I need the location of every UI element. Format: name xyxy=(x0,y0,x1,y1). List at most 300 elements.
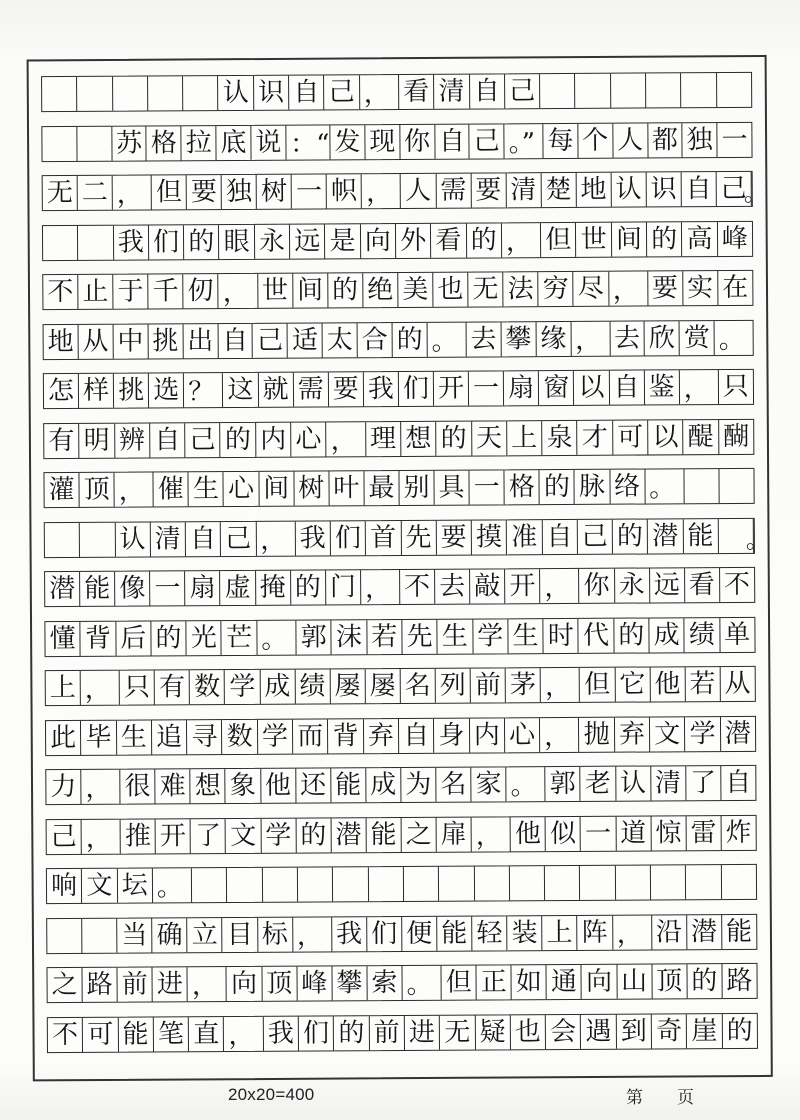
empty-grid-cell xyxy=(580,866,616,900)
grid-cell: 奇 xyxy=(652,1014,688,1048)
grid-cell: 认 xyxy=(611,172,646,206)
grid-cell: 绩 xyxy=(295,669,330,703)
grid-cell: 世 xyxy=(258,274,293,308)
grid-cell: 郭 xyxy=(546,767,581,801)
grid-cell: 人 xyxy=(401,174,436,208)
grid-cell: 己 xyxy=(253,323,288,357)
grid-cell: 不 xyxy=(48,1017,84,1051)
grid-cell: 千 xyxy=(149,274,184,308)
grid-cell: 具 xyxy=(434,471,469,505)
empty-grid-cell xyxy=(540,74,576,108)
empty-grid-cell xyxy=(719,469,753,503)
grid-cell: 从 xyxy=(724,668,751,700)
grid-cell: 疑 xyxy=(475,1015,511,1049)
grid-cell: 追 xyxy=(152,720,188,754)
grid-cell: 学 xyxy=(685,717,721,751)
grid-cell: 人 xyxy=(613,123,648,157)
grid-cell: 峰 xyxy=(297,966,332,1000)
grid-cell: 山 xyxy=(617,964,652,998)
grid-cell: 懂 xyxy=(45,621,81,655)
grid-cell: 不 xyxy=(400,570,435,604)
grid-cell: 上 xyxy=(542,915,577,949)
grid-cell: 己 xyxy=(221,521,256,555)
grid-cell: 自 xyxy=(289,75,325,109)
grid-row xyxy=(42,220,753,260)
grid-cell: 成 xyxy=(366,768,401,802)
grid-cell: 己 xyxy=(717,172,752,206)
empty-grid-cell xyxy=(369,867,405,901)
grid-cell: 立 xyxy=(188,918,223,952)
empty-grid-cell xyxy=(42,126,77,160)
grid-cell: 现 xyxy=(365,124,400,158)
grid-cell: ？ xyxy=(184,373,223,407)
grid-cell: 楚 xyxy=(541,173,576,207)
grid-cell: 的 xyxy=(393,322,428,356)
empty-grid-cell xyxy=(333,867,369,901)
grid-cell: 美 xyxy=(398,273,433,307)
grid-cell: 络 xyxy=(610,470,645,504)
grid-cell: 掩 xyxy=(256,571,291,605)
grid-cell: 你 xyxy=(579,569,614,603)
grid-cell: 要 xyxy=(471,173,506,207)
grid-cell: 最 xyxy=(364,471,399,505)
grid-cell: 阵 xyxy=(578,915,613,949)
grid-cell: 天 xyxy=(472,421,508,455)
grid-cell: 的 xyxy=(291,570,326,604)
grid-cell: 自 xyxy=(681,172,716,206)
grid-cell: 己 xyxy=(47,819,82,853)
grid-cell: 学 xyxy=(261,818,296,852)
grid-cell: 需 xyxy=(436,174,471,208)
grid-cell: 选 xyxy=(149,373,184,407)
grid-cell: 的 xyxy=(184,225,220,259)
grid-cell: 们 xyxy=(367,916,402,950)
grid-cell: 的 xyxy=(296,818,331,852)
grid-cell: 心 xyxy=(224,472,259,506)
grid-cell: 于 xyxy=(113,275,148,309)
grid-cell: 难 xyxy=(156,769,191,803)
grid-cell: 向 xyxy=(227,967,262,1001)
grid-cell: 进 xyxy=(405,1015,441,1049)
grid-row xyxy=(46,814,757,854)
grid-cell: ， xyxy=(327,422,367,456)
grid-cell: 开 xyxy=(434,372,469,406)
grid-cell: 开 xyxy=(505,569,540,603)
grid-cell: 。” xyxy=(505,124,544,158)
grid-cell: ， xyxy=(571,321,610,355)
grid-cell: 脉 xyxy=(575,470,610,504)
empty-grid-cell xyxy=(439,867,475,901)
empty-grid-cell xyxy=(510,866,546,900)
grid-cell: 想 xyxy=(191,769,226,803)
grid-cell: 一 xyxy=(292,174,327,208)
grid-cell: 自 xyxy=(542,519,577,553)
grid-cell: 自 xyxy=(399,718,435,752)
grid-cell: 眼 xyxy=(219,224,255,258)
grid-cell: 时 xyxy=(544,618,580,652)
grid-cell: 茅 xyxy=(506,668,541,702)
grid-cell: 认 xyxy=(115,522,150,556)
grid-cell: 此 xyxy=(46,720,82,754)
grid-cell: 每 xyxy=(543,123,578,157)
grid-cell: 以 xyxy=(574,371,609,405)
grid-cell: 响 xyxy=(47,869,83,903)
grid-cell: 远 xyxy=(290,224,326,258)
empty-grid-cell xyxy=(227,868,263,902)
grid-cell: 它 xyxy=(615,667,650,701)
grid-cell: 的 xyxy=(467,223,503,257)
grid-cell: ， xyxy=(219,274,258,308)
grid-cell: 上 xyxy=(46,671,81,705)
grid-cell: 间 xyxy=(293,273,328,307)
empty-grid-cell xyxy=(616,865,652,899)
grid-cell: 窗 xyxy=(539,371,574,405)
empty-grid-cell xyxy=(651,865,687,899)
grid-cell: 自 xyxy=(470,74,506,108)
grid-cell: ， xyxy=(224,1016,264,1050)
empty-grid-cell xyxy=(545,866,581,900)
grid-cell: 先 xyxy=(402,619,438,653)
grid-cell: 推 xyxy=(121,819,156,853)
grid-cell: 看 xyxy=(431,223,467,257)
grid-cell: 后 xyxy=(116,621,152,655)
grid-cell: 说 xyxy=(251,125,286,159)
grid-cell: 合 xyxy=(358,323,393,357)
grid-cell: 芒 xyxy=(222,620,258,654)
grid-cell: 敲 xyxy=(470,569,505,603)
grid-cell: 不 xyxy=(43,275,78,309)
grid-cell: 潜 xyxy=(724,718,751,749)
grid-cell: 崖 xyxy=(687,1014,723,1048)
empty-grid-cell xyxy=(42,77,78,111)
grid-cell: ， xyxy=(502,223,542,257)
grid-cell: 发 xyxy=(330,125,365,159)
grid-cell: 。 xyxy=(402,966,441,1000)
empty-grid-cell xyxy=(45,522,80,556)
grid-cell: 别 xyxy=(399,471,434,505)
grid-cell: 如 xyxy=(512,965,547,999)
grid-cell: 世 xyxy=(576,222,612,256)
grid-cell: 永 xyxy=(615,568,650,602)
grid-cell: 索 xyxy=(367,966,402,1000)
grid-cell: 能 xyxy=(331,768,366,802)
grid-cell: ， xyxy=(540,717,580,751)
grid-row xyxy=(46,963,757,1003)
grid-cell: 自 xyxy=(435,124,470,158)
grid-cell: 能 xyxy=(683,519,718,553)
grid-cell: 背 xyxy=(328,719,364,753)
grid-row xyxy=(44,567,755,607)
grid-cell: 数 xyxy=(222,719,258,753)
grid-cell: 都 xyxy=(648,123,683,157)
grid-cell: 但 xyxy=(541,222,577,256)
grid-cell: 辨 xyxy=(115,423,151,457)
grid-cell: 你 xyxy=(400,124,435,158)
grid-cell: 上 xyxy=(507,421,543,455)
grid-cell: 学 xyxy=(225,670,260,704)
grid-cell: 怎 xyxy=(44,374,79,408)
grid-cell: 弃 xyxy=(615,717,651,751)
grid-cell: 可 xyxy=(613,420,649,454)
grid-cell: 挑 xyxy=(114,374,149,408)
grid-cell: 是 xyxy=(325,224,361,258)
grid-cell: 一 xyxy=(470,470,505,504)
grid-cell: 树 xyxy=(257,175,292,209)
grid-cell: 止 xyxy=(78,275,113,309)
grid-row xyxy=(46,864,757,904)
grid-cell: 二 xyxy=(78,176,113,210)
grid-cell: ， xyxy=(115,473,154,507)
grid-cell: 列 xyxy=(436,669,471,703)
grid-cell: 苏 xyxy=(112,126,147,160)
grid-cell: 树 xyxy=(294,471,329,505)
grid-cell: 顶 xyxy=(262,967,297,1001)
grid-cell: 屡 xyxy=(366,669,401,703)
grid-cell: 自 xyxy=(609,371,644,405)
grid-row xyxy=(41,121,752,161)
grid-cell: 轻 xyxy=(472,916,507,950)
title-row xyxy=(41,72,752,112)
grid-cell: 己 xyxy=(324,75,360,109)
grid-cell: 弃 xyxy=(364,719,400,753)
empty-grid-cell xyxy=(722,865,757,899)
grid-cell: 泉 xyxy=(542,420,578,454)
grid-cell: 一 xyxy=(721,124,748,155)
grid-cell: 也 xyxy=(433,273,468,307)
grid-cell: 的 xyxy=(334,1016,370,1050)
empty-grid-cell xyxy=(43,225,79,259)
empty-grid-cell xyxy=(77,77,113,111)
grid-count-label: 20x20=400 xyxy=(228,1085,315,1104)
grid-cell: 但 xyxy=(580,668,615,702)
grid-cell: 文 xyxy=(226,818,261,852)
grid-cell: ， xyxy=(680,370,719,404)
grid-cell: 能 xyxy=(80,572,115,606)
grid-cell: 坛 xyxy=(117,869,153,903)
grid-cell: 己 xyxy=(505,74,541,108)
grid-cell: 赏 xyxy=(680,321,715,355)
grid-cell: 。 xyxy=(506,767,545,801)
grid-cell: 。 xyxy=(257,620,297,654)
grid-cell: 家 xyxy=(471,767,506,801)
grid-cell: 灌 xyxy=(44,473,79,507)
grid-cell: ， xyxy=(81,770,120,804)
grid-cell: 而 xyxy=(293,719,329,753)
grid-cell: 内 xyxy=(256,422,292,456)
grid-cell: 一 xyxy=(469,371,504,405)
grid-cell: 首 xyxy=(366,520,401,554)
grid-cell: 看 xyxy=(685,568,720,602)
grid-cell: 像 xyxy=(115,572,150,606)
grid-row xyxy=(42,270,753,310)
grid-cell: 顶 xyxy=(652,964,687,998)
grid-cell: 力 xyxy=(46,770,81,804)
grid-cell: 雷 xyxy=(686,816,721,850)
grid-cell: 我 xyxy=(114,225,150,259)
grid-cell: 。 xyxy=(428,322,467,356)
grid-cell: 攀 xyxy=(332,966,367,1000)
empty-grid-cell xyxy=(404,867,440,901)
grid-cell: 拉 xyxy=(182,126,217,160)
grid-cell: 进 xyxy=(153,967,188,1001)
grid-cell: 还 xyxy=(296,768,331,802)
empty-grid-cell xyxy=(684,469,719,503)
grid-cell: 开 xyxy=(156,819,191,853)
grid-cell: 心 xyxy=(291,422,327,456)
grid-cell: 独 xyxy=(222,175,257,209)
grid-cell: 中 xyxy=(113,324,148,358)
grid-row xyxy=(47,1012,758,1052)
grid-cell: 目 xyxy=(223,917,258,951)
grid-cell: 他 xyxy=(650,667,685,701)
grid-cell: 清 xyxy=(151,522,186,556)
grid-cell: 为 xyxy=(401,768,436,802)
grid-cell: 自 xyxy=(725,767,752,799)
grid-cell: 单 xyxy=(724,619,751,650)
grid-cell: 很 xyxy=(120,769,155,803)
grid-cell: 们 xyxy=(149,225,185,259)
grid-cell: 只 xyxy=(120,670,155,704)
grid-cell: 尽 xyxy=(574,272,609,306)
grid-cell: 以 xyxy=(648,420,684,454)
grid-cell: 扉 xyxy=(437,817,472,851)
grid-cell: 我 xyxy=(264,1016,300,1050)
grid-cell: 直 xyxy=(189,1017,225,1051)
grid-row xyxy=(45,715,756,755)
empty-grid-cell xyxy=(646,73,682,107)
empty-grid-cell xyxy=(611,73,647,107)
grid-cell: 学 xyxy=(258,719,294,753)
grid-cell: 要 xyxy=(329,372,364,406)
empty-grid-cell xyxy=(77,126,112,160)
grid-row xyxy=(43,418,754,458)
grid-row xyxy=(44,517,770,557)
grid-cell: 正 xyxy=(477,965,512,999)
grid-cell: 理 xyxy=(366,421,402,455)
overflow-punctuation: 。 xyxy=(743,178,768,207)
grid-cell: 醐 xyxy=(722,421,750,452)
grid-cell: 但 xyxy=(152,175,187,209)
empty-grid-cell xyxy=(717,73,752,107)
grid-cell: 清 xyxy=(651,766,686,800)
grid-cell: 通 xyxy=(547,965,582,999)
grid-cell: 去 xyxy=(435,570,470,604)
grid-cell: 的 xyxy=(151,621,187,655)
grid-cell: 可 xyxy=(83,1017,119,1051)
grid-cell: 标 xyxy=(258,917,293,951)
grid-cell: 文 xyxy=(650,717,686,751)
grid-cell: 名 xyxy=(436,768,471,802)
grid-cell: 己 xyxy=(470,124,505,158)
grid-cell: 潜 xyxy=(45,572,80,606)
grid-cell: 前 xyxy=(118,968,153,1002)
grid-cell: 欣 xyxy=(645,321,680,355)
grid-cell: 生 xyxy=(189,472,224,506)
grid-cell: 摸 xyxy=(472,520,507,554)
grid-cell: 自 xyxy=(218,323,253,357)
grid-cell: 绝 xyxy=(363,273,398,307)
grid-cell: 出 xyxy=(183,324,218,358)
grid-cell: 鉴 xyxy=(644,370,679,404)
grid-cell: 识 xyxy=(646,172,681,206)
grid-cell: 抛 xyxy=(579,717,615,751)
grid-cell: 的 xyxy=(328,273,363,307)
grid-cell: 生 xyxy=(438,619,474,653)
grid-cell: 帜 xyxy=(327,174,362,208)
grid-cell: 确 xyxy=(152,918,187,952)
grid-cell: 实 xyxy=(683,271,718,305)
grid-cell: 就 xyxy=(258,373,293,407)
grid-cell: 学 xyxy=(473,619,509,653)
grid-cell: 了 xyxy=(191,819,226,853)
grid-cell: 催 xyxy=(154,472,189,506)
grid-cell: 内 xyxy=(470,718,506,752)
grid-cell: 远 xyxy=(650,568,685,602)
empty-grid-cell xyxy=(192,868,228,902)
grid-cell: 能 xyxy=(118,1017,154,1051)
grid-cell: ， xyxy=(256,521,295,555)
grid-cell: 要 xyxy=(648,271,683,305)
grid-cell: 之 xyxy=(47,968,82,1002)
grid-cell: 只 xyxy=(722,371,749,403)
grid-cell: 缘 xyxy=(536,321,571,355)
grid-cell: 生 xyxy=(508,619,544,653)
overflow-punctuation: 。 xyxy=(745,525,770,554)
grid-cell: ， xyxy=(472,817,511,851)
grid-cell: 明 xyxy=(79,423,115,457)
empty-grid-cell xyxy=(686,865,722,899)
grid-cell: 们 xyxy=(331,521,366,555)
grid-cell: 成 xyxy=(260,670,295,704)
empty-grid-cell xyxy=(474,866,510,900)
grid-cell: 他 xyxy=(261,769,296,803)
grid-row xyxy=(43,468,754,508)
grid-cell: 一 xyxy=(150,571,185,605)
grid-cell: 有 xyxy=(155,670,190,704)
grid-cell: 的 xyxy=(687,964,722,998)
grid-cell: 潜 xyxy=(648,519,683,553)
grid-cell: 扇 xyxy=(504,371,539,405)
grid-cell: 要 xyxy=(187,175,222,209)
grid-cell: 我 xyxy=(296,521,331,555)
grid-cell: 炸 xyxy=(725,817,752,848)
empty-grid-cell xyxy=(148,76,184,110)
grid-cell: 的 xyxy=(540,470,575,504)
grid-cell: 的 xyxy=(614,618,650,652)
grid-cell: 绩 xyxy=(685,618,721,652)
grid-cell: 向 xyxy=(582,965,617,999)
grid-cell: 沫 xyxy=(332,620,368,654)
grid-cell: 叶 xyxy=(329,471,364,505)
grid-cell: 格 xyxy=(147,126,182,160)
grid-cell: 光 xyxy=(187,621,223,655)
grid-cell: 认 xyxy=(219,76,255,110)
grid-cell: 遇 xyxy=(581,1014,617,1048)
grid-cell: 背 xyxy=(81,621,117,655)
grid-cell: 有 xyxy=(44,423,80,457)
grid-cell: 准 xyxy=(507,520,542,554)
grid-row xyxy=(46,913,757,953)
grid-cell: 格 xyxy=(505,470,540,504)
grid-cell: 前 xyxy=(471,668,506,702)
empty-grid-cell xyxy=(263,868,299,902)
grid-cell: ：“ xyxy=(286,125,331,159)
grid-cell: 地 xyxy=(44,324,79,358)
grid-cell: 的 xyxy=(647,222,683,256)
grid-cell: 无 xyxy=(468,272,503,306)
grid-cell: 底 xyxy=(216,125,251,159)
grid-cell: ， xyxy=(540,569,579,603)
